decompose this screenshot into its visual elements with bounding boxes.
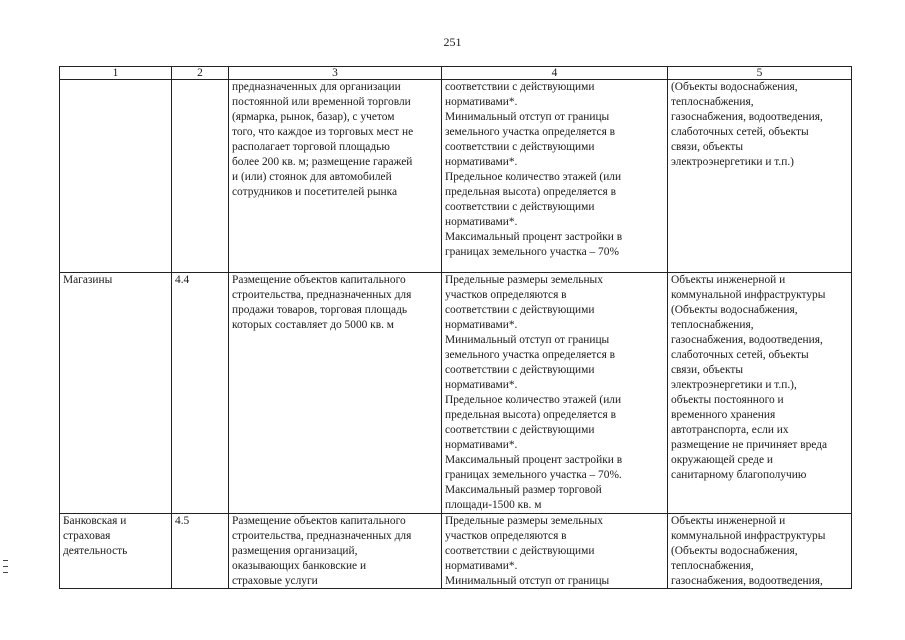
table-row: [60, 514, 852, 589]
auxiliary-line: окружающей среде и: [671, 454, 773, 466]
zoning-table: [59, 66, 852, 589]
auxiliary-line: газоснабжения, водоотведения,: [671, 334, 823, 346]
column-header: 5: [668, 67, 852, 80]
auxiliary-line: коммунальной инфраструктуры: [671, 530, 826, 542]
parameters-line: границах земельного участка – 70%.: [445, 469, 622, 481]
parameters-line: площади-1500 кв. м: [445, 499, 542, 511]
auxiliary-line: Объекты инженерной и: [671, 274, 786, 286]
parameters-cell: [442, 514, 668, 589]
use-code-cell: 4.4: [172, 273, 229, 514]
parameters-line: нормативами*.: [445, 439, 518, 451]
parameters-line: участков определяются в: [445, 289, 567, 301]
description-line: сотрудников и посетителей рынка: [232, 186, 398, 198]
description-line: постоянной или временной торговли: [232, 96, 411, 108]
parameters-line: соответствии с действующими: [445, 545, 595, 557]
use-name-cell: [60, 80, 172, 273]
page-number: 251: [443, 35, 462, 49]
parameters-line: предельная высота) определяется в: [445, 186, 616, 198]
parameters-line: соответствии с действующими: [445, 81, 595, 93]
parameters-line: соответствии с действующими: [445, 364, 595, 376]
use-code-cell: [172, 80, 229, 273]
description-line: размещения организаций,: [232, 545, 358, 557]
parameters-line: нормативами*.: [445, 216, 518, 228]
column-header: 4: [442, 67, 668, 80]
description-line: продажи товаров, торговая площадь: [232, 304, 408, 316]
auxiliary-line: коммунальной инфраструктуры: [671, 289, 826, 301]
parameters-line: границах земельного участка – 70%: [445, 246, 619, 258]
parameters-line: предельная высота) определяется в: [445, 409, 616, 421]
auxiliary-cell: [668, 273, 852, 514]
parameters-line: Предельные размеры земельных: [445, 274, 603, 286]
parameters-line: земельного участка определяется в: [445, 126, 616, 138]
parameters-line: земельного участка определяется в: [445, 349, 616, 361]
description-line: располагает торговой площадью: [232, 141, 390, 153]
auxiliary-line: электроэнергетики и т.п.),: [671, 379, 797, 391]
description-line: Размещение объектов капитального: [232, 274, 406, 286]
auxiliary-line: автотранспорта, если их: [671, 424, 789, 436]
use-name-line: деятельность: [63, 545, 128, 557]
parameters-line: соответствии с действующими: [445, 141, 595, 153]
parameters-line: Максимальный процент застройки в: [445, 231, 623, 243]
parameters-line: Предельное количество этажей (или: [445, 171, 622, 183]
use-name-cell: [60, 514, 172, 589]
parameters-line: Предельное количество этажей (или: [445, 394, 622, 406]
parameters-line: Максимальный размер торговой: [445, 484, 602, 496]
auxiliary-cell: [668, 80, 852, 273]
parameters-line: нормативами*.: [445, 319, 518, 331]
use-name-line: Банковская и: [63, 515, 127, 527]
description-line: более 200 кв. м; размещение гаражей: [232, 156, 413, 168]
parameters-line: нормативами*.: [445, 156, 518, 168]
description-line: строительства, предназначенных для: [232, 289, 412, 301]
parameters-line: соответствии с действующими: [445, 304, 595, 316]
auxiliary-line: теплоснабжения,: [671, 560, 754, 572]
description-line: оказывающих банковские и: [232, 560, 367, 572]
column-header: 3: [229, 67, 442, 80]
parameters-line: Минимальный отступ от границы: [445, 575, 610, 587]
auxiliary-line: (Объекты водоснабжения,: [671, 304, 798, 316]
binding-margin-marks: [3, 560, 8, 578]
auxiliary-line: слаботочных сетей, объекты: [671, 126, 809, 138]
description-cell: [229, 514, 442, 589]
parameters-line: участков определяются в: [445, 530, 567, 542]
description-line: (ярмарка, рынок, базар), с учетом: [232, 111, 395, 123]
column-header: 2: [172, 67, 229, 80]
parameters-line: Максимальный процент застройки в: [445, 454, 623, 466]
parameters-line: Минимальный отступ от границы: [445, 334, 610, 346]
auxiliary-line: (Объекты водоснабжения,: [671, 545, 798, 557]
auxiliary-line: Объекты инженерной и: [671, 515, 786, 527]
auxiliary-line: связи, объекты: [671, 141, 743, 153]
auxiliary-line: связи, объекты: [671, 364, 743, 376]
auxiliary-line: теплоснабжения,: [671, 319, 754, 331]
description-line: предназначенных для организации: [232, 81, 401, 93]
parameters-line: Предельные размеры земельных: [445, 515, 603, 527]
auxiliary-line: (Объекты водоснабжения,: [671, 81, 798, 93]
parameters-cell: [442, 80, 668, 273]
table-row: [60, 80, 852, 273]
table-row: [60, 273, 852, 514]
auxiliary-line: газоснабжения, водоотведения,: [671, 111, 823, 123]
auxiliary-line: газоснабжения, водоотведения,: [671, 575, 823, 587]
description-line: которых составляет до 5000 кв. м: [232, 319, 394, 331]
use-name-line: страховая: [63, 530, 111, 542]
parameters-line: нормативами*.: [445, 379, 518, 391]
description-cell: [229, 80, 442, 273]
use-code-cell: 4.5: [172, 514, 229, 589]
parameters-line: нормативами*.: [445, 96, 518, 108]
description-line: Размещение объектов капитального: [232, 515, 406, 527]
auxiliary-line: электроэнергетики и т.п.): [671, 156, 794, 168]
table-header-row: [60, 67, 852, 80]
parameters-line: соответствии с действующими: [445, 424, 595, 436]
description-cell: [229, 273, 442, 514]
parameters-line: Минимальный отступ от границы: [445, 111, 610, 123]
auxiliary-line: размещение не причиняет вреда: [671, 439, 828, 451]
description-line: того, что каждое из торговых мест не: [232, 126, 414, 138]
auxiliary-line: временного хранения: [671, 409, 776, 421]
auxiliary-line: теплоснабжения,: [671, 96, 754, 108]
description-line: страховые услуги: [232, 575, 318, 587]
auxiliary-line: санитарному благополучию: [671, 469, 807, 481]
auxiliary-line: слаботочных сетей, объекты: [671, 349, 809, 361]
auxiliary-line: объекты постоянного и: [671, 394, 784, 406]
parameters-cell: [442, 273, 668, 514]
parameters-line: соответствии с действующими: [445, 201, 595, 213]
use-name-cell: Магазины: [60, 273, 172, 514]
column-header: 1: [60, 67, 172, 80]
description-line: строительства, предназначенных для: [232, 530, 412, 542]
parameters-line: нормативами*.: [445, 560, 518, 572]
auxiliary-cell: [668, 514, 852, 589]
description-line: и (или) стоянок для автомобилей: [232, 171, 392, 183]
